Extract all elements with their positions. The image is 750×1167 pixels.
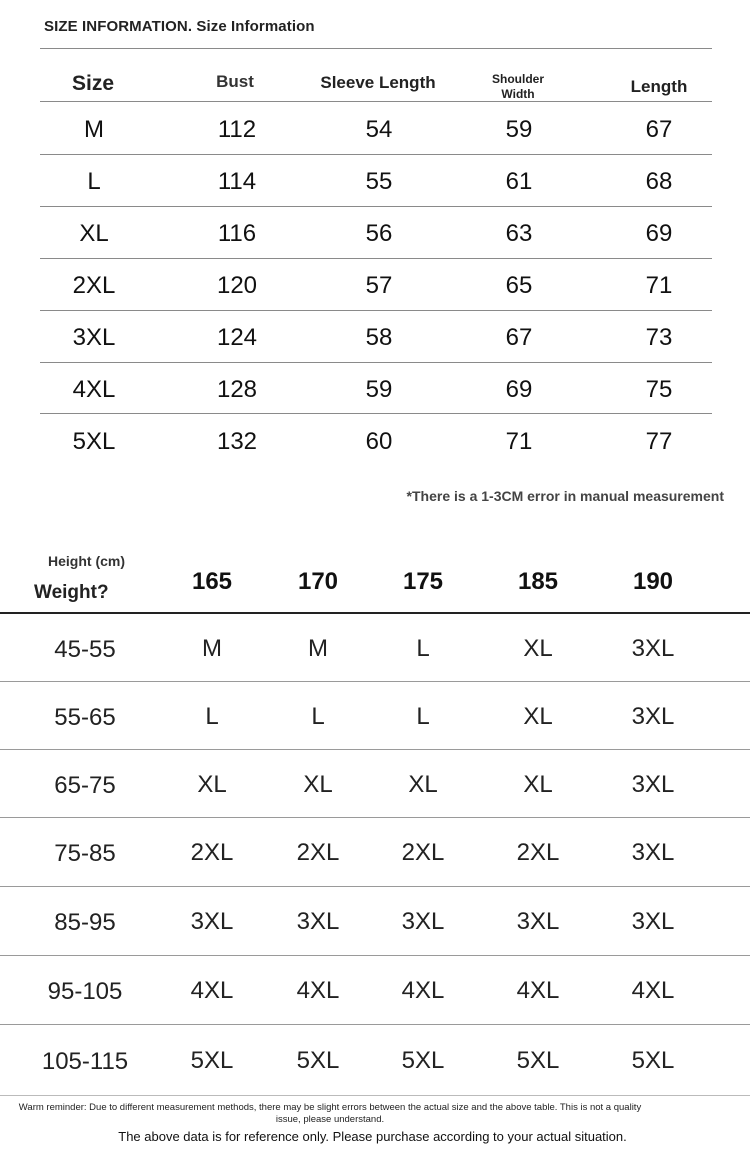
table-row	[40, 362, 712, 414]
cell-size: 3XL	[516, 908, 560, 935]
cell-size: XL	[79, 220, 109, 247]
cell-size: 4XL	[401, 977, 445, 1004]
height-col-185: 185	[517, 568, 559, 595]
cell-size: XL	[303, 771, 333, 798]
cell-size: L	[205, 703, 219, 730]
title-divider	[40, 48, 712, 49]
cell-size: 3XL	[296, 908, 340, 935]
cell-size: 2XL	[190, 839, 234, 866]
cell-shoulder: 65	[505, 272, 533, 299]
cell-size: 3XL	[72, 324, 116, 351]
cell-length: 67	[645, 116, 673, 143]
cell-size: M	[202, 635, 222, 662]
measurement-note: *There is a 1-3CM error in manual measurement	[406, 488, 724, 504]
cell-bust: 128	[216, 376, 258, 403]
cell-size: 5XL	[516, 1047, 560, 1074]
cell-size: 2XL	[72, 272, 116, 299]
cell-size: 2XL	[296, 839, 340, 866]
cell-size: 5XL	[296, 1047, 340, 1074]
cell-weight: 65-75	[54, 772, 116, 799]
header-weight: Weight?	[34, 582, 109, 603]
cell-sleeve: 54	[365, 116, 393, 143]
cell-size: 5XL	[631, 1047, 675, 1074]
cell-sleeve: 59	[365, 376, 393, 403]
table-row	[40, 154, 712, 206]
header-shoulder-line1: Shoulder	[491, 72, 544, 86]
header-sleeve-length: Sleeve Length	[320, 73, 436, 92]
height-col-170: 170	[297, 568, 339, 595]
cell-bust: 116	[217, 220, 257, 247]
cell-length: 71	[645, 272, 673, 299]
cell-size: 5XL	[190, 1047, 234, 1074]
height-col-190: 190	[632, 568, 674, 595]
cell-size: M	[308, 635, 328, 662]
warm-reminder: Warm reminder: Due to different measurement methods, there may be slight errors between the actual size and the above table. This is not a quality issue, please understand.	[18, 1102, 642, 1125]
height-col-175: 175	[402, 568, 444, 595]
table-row	[0, 750, 750, 818]
cell-size: 3XL	[631, 703, 675, 730]
cell-size: L	[416, 703, 430, 730]
cell-length: 75	[645, 376, 673, 403]
table-row	[40, 102, 712, 154]
cell-size: M	[84, 116, 104, 143]
cell-size: L	[87, 168, 101, 195]
cell-size: 3XL	[190, 908, 234, 935]
table-row	[40, 258, 712, 310]
height-col-165: 165	[191, 568, 233, 595]
cell-shoulder: 71	[505, 428, 533, 455]
cell-size: L	[311, 703, 325, 730]
cell-length: 73	[645, 324, 673, 351]
table-bottom-rule	[0, 1095, 750, 1096]
row-divider	[0, 1024, 750, 1025]
cell-size: XL	[197, 771, 227, 798]
cell-shoulder: 67	[505, 324, 533, 351]
cell-sleeve: 57	[365, 272, 393, 299]
table-row	[0, 682, 750, 750]
table-row	[0, 956, 750, 1024]
header-height: Height (cm)	[48, 553, 125, 569]
cell-bust: 112	[217, 116, 257, 143]
header-size: Size	[71, 72, 115, 95]
cell-sleeve: 56	[365, 220, 393, 247]
cell-shoulder: 59	[505, 116, 533, 143]
reference-disclaimer: The above data is for reference only. Please purchase according to your actual situation.	[118, 1129, 627, 1144]
cell-size: XL	[523, 771, 553, 798]
header-shoulder-width	[480, 72, 556, 102]
cell-size: 3XL	[631, 839, 675, 866]
cell-length: 77	[645, 428, 673, 455]
table-row	[0, 887, 750, 955]
cell-bust: 132	[216, 428, 258, 455]
table-row	[0, 1026, 750, 1094]
size-table-header	[40, 62, 712, 106]
cell-shoulder: 63	[505, 220, 533, 247]
cell-bust: 120	[216, 272, 258, 299]
cell-weight: 105-115	[41, 1048, 129, 1075]
cell-sleeve: 60	[365, 428, 393, 455]
header-shoulder-line2: Width	[501, 87, 535, 101]
cell-weight: 95-105	[47, 978, 123, 1005]
cell-length: 69	[645, 220, 673, 247]
cell-size: 3XL	[401, 908, 445, 935]
cell-size: 4XL	[516, 977, 560, 1004]
cell-size: 4XL	[72, 376, 116, 403]
cell-size: 5XL	[72, 428, 116, 455]
table-row	[40, 414, 712, 466]
cell-size: 4XL	[190, 977, 234, 1004]
table-row	[40, 310, 712, 362]
page-title: SIZE INFORMATION. Size Information	[44, 18, 315, 35]
table-row	[40, 206, 712, 258]
cell-weight: 55-65	[54, 704, 116, 731]
header-bust: Bust	[216, 72, 254, 91]
cell-sleeve: 55	[365, 168, 393, 195]
cell-bust: 124	[216, 324, 258, 351]
cell-size: 3XL	[631, 908, 675, 935]
cell-shoulder: 69	[505, 376, 533, 403]
cell-size: XL	[408, 771, 438, 798]
cell-size: 3XL	[631, 635, 675, 662]
table-row	[0, 614, 750, 682]
cell-sleeve: 58	[365, 324, 393, 351]
cell-size: XL	[523, 635, 553, 662]
cell-size: 3XL	[631, 771, 675, 798]
cell-size: 5XL	[401, 1047, 445, 1074]
table-row	[0, 818, 750, 886]
cell-size: 2XL	[401, 839, 445, 866]
cell-weight: 75-85	[54, 840, 116, 867]
cell-weight: 85-95	[54, 909, 116, 936]
cell-size: L	[416, 635, 430, 662]
cell-shoulder: 61	[505, 168, 533, 195]
cell-weight: 45-55	[54, 636, 116, 663]
cell-size: 4XL	[296, 977, 340, 1004]
cell-size: XL	[523, 703, 553, 730]
cell-size: 4XL	[631, 977, 675, 1004]
cell-length: 68	[645, 168, 673, 195]
header-length: Length	[630, 77, 688, 96]
cell-size: 2XL	[516, 839, 560, 866]
cell-bust: 114	[217, 168, 257, 195]
